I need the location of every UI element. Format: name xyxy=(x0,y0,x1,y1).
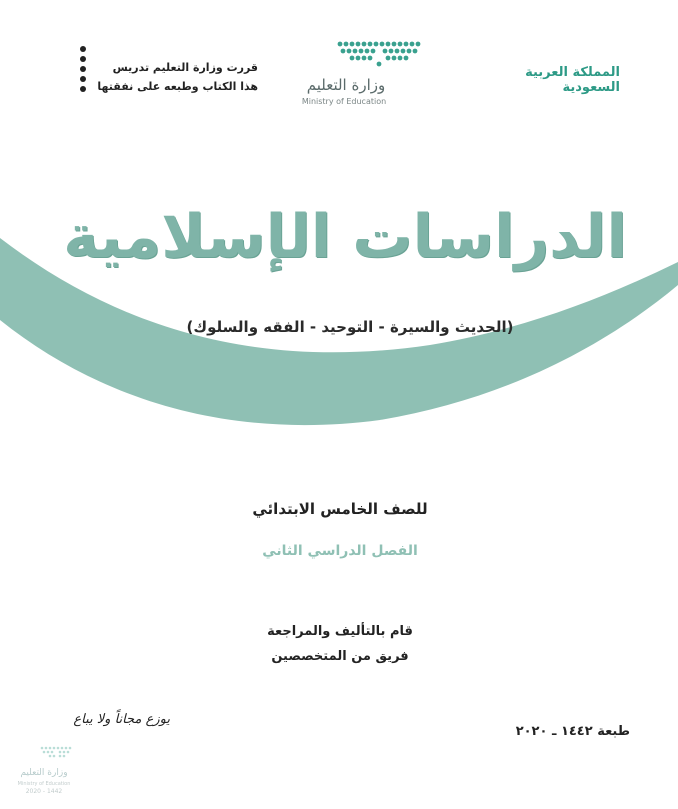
decree-line-2: هذا الكتاب وطبعه على نفقتها xyxy=(97,80,258,93)
bullet-icon xyxy=(80,46,86,52)
book-title: الدراسات الإسلامية xyxy=(63,202,627,272)
grade-level: للصف الخامس الابتدائي xyxy=(252,500,428,518)
kingdom-name: المملكة العربية السعودية xyxy=(525,65,620,95)
ministry-decree xyxy=(97,58,258,96)
free-distribution-note: يوزع مجاناً ولا يباع xyxy=(73,712,170,727)
authors-line-2: فريق من المتخصصين xyxy=(271,649,409,664)
watermark-year: 2020 - 1442 xyxy=(25,788,63,795)
ministry-name-en: Ministry of Education xyxy=(301,97,387,106)
ministry-name-ar: وزارة التعليم xyxy=(306,76,386,94)
watermark-ministry-ar: وزارة التعليم xyxy=(20,768,68,778)
bullet-icon xyxy=(80,66,86,72)
bullet-icon xyxy=(80,76,86,82)
edition: طبعة ١٤٤٢ ـ ٢٠٢٠ xyxy=(515,724,630,739)
semester: الفصل الدراسي الثاني xyxy=(262,543,418,559)
decree-bullets xyxy=(80,46,86,96)
authors-line-1: قام بالتأليف والمراجعة xyxy=(267,624,413,639)
bullet-icon xyxy=(80,86,86,92)
bullet-icon xyxy=(80,56,86,62)
watermark-ministry-en: Ministry of Education xyxy=(17,781,71,787)
decree-line-1: قررت وزارة التعليم تدريس xyxy=(112,61,258,74)
book-subtitle: (الحديث والسيرة - التوحيد - الفقه والسلوك) xyxy=(186,318,514,336)
